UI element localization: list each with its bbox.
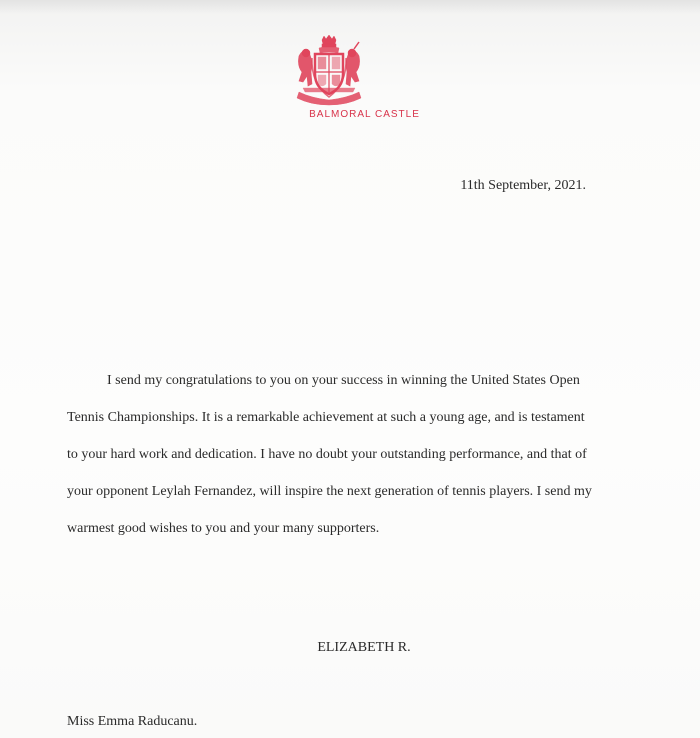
letter-paragraph: I send my congratulations to you on your success in winning the United States Open Tennis Championships. It is a remarkable achievement at such a young age, and is testament to your hard work and dedication. I have no doubt your outstanding performance, and that of your opponent Leylah Fernandez, will inspire the next generation of tennis players. I send my warmest good wishes to you and your many supporters. xyxy=(67,373,592,536)
letterhead-address: BALMORAL CASTLE xyxy=(309,109,420,120)
recipient-name: Miss Emma Raducanu. xyxy=(67,714,198,729)
royal-coat-of-arms-icon xyxy=(293,34,365,106)
letter-body xyxy=(67,362,597,547)
scan-edge-shadow xyxy=(0,0,700,14)
letter-date: 11th September, 2021. xyxy=(460,178,586,193)
signature: ELIZABETH R. xyxy=(317,640,411,655)
